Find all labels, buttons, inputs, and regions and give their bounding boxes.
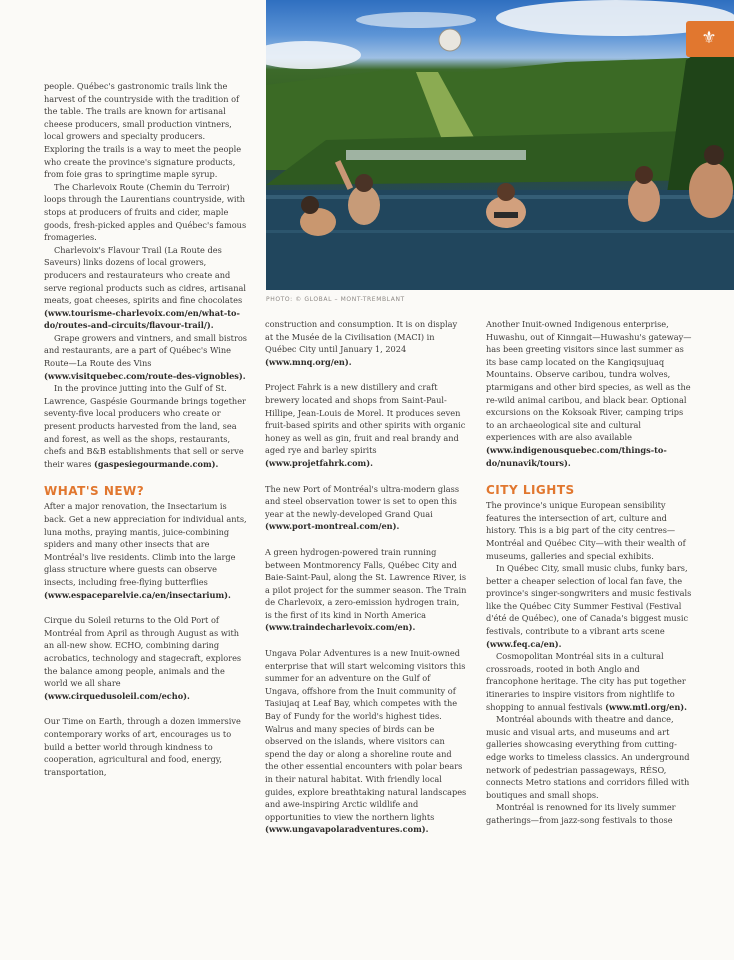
paragraph: In the province jutting into the Gulf of St. Lawrence, Gaspésie Gourmande brings together seventy-five local producers who create or present products harvested from the land, sea and forest, as well as the shops, restaurants, chefs and B&B establishments that sell or serve their wares (gaspesiegourmande.com). xyxy=(44,383,246,469)
column-1 xyxy=(44,80,247,778)
paragraph: Montréal is renowned for its lively summer gatherings—from jazz-song festivals to those xyxy=(486,802,676,825)
paragraph: Ungava Polar Adventures is a new Inuit-owned enterprise that will start welcoming visitors this summer for an adventure on the Gulf of Ungava, offshore from the Inuit community of Tasiujaq at Leaf Bay, which competes with the Bay of Fundy for the world's highest tides. Walrus and many species of birds can be observed on the islands, where visitors can spend the day or along a shoreline route and the other essential encounters with polar bears in their natural habitat. With friendly local guides, explore breathtaking natural landscapes and awe-inspiring Arctic wildlife and opportunities to view the northern lights (www.ungavapolaradventures.com). xyxy=(265,648,467,835)
link-projet-fahrk[interactable]: (www.projetfahrk.com). xyxy=(265,457,373,468)
link-indigenous-quebec[interactable]: (www.indigenousquebec.com/things-to-do/nunavik/tours). xyxy=(486,444,667,468)
hero-photo xyxy=(266,0,734,290)
column-2 xyxy=(265,318,467,836)
paragraph: Another Inuit-owned Indigenous enterprise, Huwashu, out of Kinngait—Huwashu's gateway—has been greeting visitors since last summer as its base camp located on the Kangiqsujuaq Mountains. Observe caribou, tundra wolves, ptarmigans and other bird species, as well as the re-wild animal caribou, and black bear. Optional excursions on the Koksoak River, camping trips to an archaeological site and cultural experiences with are also available (www.indigenousquebec.com/things-to-do/nunavik/tours). xyxy=(486,319,692,468)
link-charlevoix-flavour-trail[interactable]: (www.tourisme-charlevoix.com/en/what-to-do/routes-and-circuits/flavour-trail/). xyxy=(44,307,240,331)
paragraph: A green hydrogen-powered train running between Montmorency Falls, Québec City and Baie-Saint-Paul, along the St. Lawrence River, is a pilot project for the summer season. The Train de Charlevoix, a zero-emission hydrogen train, is the first of its kind in North America (www.traindecharlevoix.com/en). xyxy=(265,546,467,633)
fleur-de-lis-icon: ⚜ xyxy=(701,28,717,48)
paragraph: The province's unique European sensibility features the intersection of art, culture and history. This is a big part of the city centres—Montréal and Québec City—with their wealth of museums, galleries and special exhibits. xyxy=(486,500,686,561)
paragraph: After a major renovation, the Insectarium is back. Get a new appreciation for individual ants, luna moths, praying mantis, juice-combining spiders and many other insects that are Montréal's live residents. Climb into the large glass structure where guests can observe insects, including free-flying butterflies (www.espaceparelvie.ca/en/insectarium). xyxy=(44,501,247,600)
link-train-charlevoix[interactable]: (www.traindecharlevoix.com/en). xyxy=(265,622,416,633)
paragraph: The Charlevoix Route (Chemin du Terroir) loops through the Laurentians countryside, with stops at producers of fruits and cider, maple goods, fresh-picked apples and Québec's famous fromageries. xyxy=(44,181,247,243)
paragraph: The new Port of Montréal's ultra-modern glass and steel observation tower is set to open this year at the newly-developed Grand Quai (www.port-montreal.com/en). xyxy=(265,483,460,532)
link-insectarium[interactable]: (www.espaceparelvie.ca/en/insectarium). xyxy=(44,589,231,600)
link-mnq[interactable]: (www.mnq.org/en). xyxy=(265,356,352,367)
paragraph: Montréal abounds with theatre and dance, music and visual arts, and museums and art galleries showcasing everything from cutting-edge works to timeless classics. An underground network of pedestrian passageways, RÉSO, connects Metro stations and corridors filled with boutiques and small shops. xyxy=(486,714,690,800)
paragraph: In Québec City, small music clubs, funky bars, better a cheaper selection of local fan fave, the province's singer-songwriters and music festivals like the Québec City Summer Festival (Festival d'été de Québec), one of Canada's biggest music festivals, contribute to a vibrant arts scene (www.feq.ca/en). xyxy=(486,563,692,649)
paragraph: construction and consumption. It is on display at the Musée de la Civilisation (MACI) in Québec City until January 1, 2024 (www.mnq.org/en). xyxy=(265,319,458,367)
paragraph: Cosmopolitan Montréal sits in a cultural crossroads, rooted in both Anglo and francophone heritage. The city has put together itineraries to inspire visitors from nightlife to shopping to annual festivals (www.mtl.org/en). xyxy=(486,651,687,712)
paragraph: Cirque du Soleil returns to the Old Port of Montréal from April as through August as with an all-new show. ECHO, combining daring acrobatics, technology and stagecraft, explores the balance among people, animals and the world we all share (www.cirquedusoleil.com/echo). xyxy=(44,615,242,701)
section-tab xyxy=(686,21,734,57)
link-feq[interactable]: (www.feq.ca/en). xyxy=(486,638,562,649)
link-port-montreal[interactable]: (www.port-montreal.com/en). xyxy=(265,521,400,532)
paragraph: Grape growers and vintners, and small bistros and restaurants, are a part of Québec's Wine Route—La Route des Vins (www.visitquebec.com/route-des-vignobles). xyxy=(44,332,248,381)
section-heading-city-lights: CITY LIGHTS xyxy=(486,483,575,498)
link-mtl-org[interactable]: (www.mtl.org/en). xyxy=(605,701,687,712)
photo-caption: PHOTO: © GLOBAL – MONT-TREMBLANT xyxy=(266,296,405,303)
paragraph: Our Time on Earth, through a dozen immersive contemporary works of art, encourages us to build a better world through kindness to cooperation, agricultural and food, energy, transportation, xyxy=(44,716,241,777)
column-3 xyxy=(486,318,692,827)
section-heading-whats-new: WHAT'S NEW? xyxy=(44,484,145,499)
link-wine-route[interactable]: (www.visitquebec.com/route-des-vignobles). xyxy=(44,370,246,381)
link-ungava-polar[interactable]: (www.ungavapolaradventures.com). xyxy=(265,824,429,835)
volleyball-icon xyxy=(439,29,461,51)
link-gaspesie-gourmande[interactable]: (gaspesiegourmande.com). xyxy=(94,458,219,469)
paragraph: Project Fahrk is a new distillery and craft brewery located and shops from Saint-Paul-Hillipe, Jean-Louis de Morel. It produces seven fruit-based spirits and other spirits with organic honey as well as gin, fruit and real brandy and aged rye and barley spirits (www.projetfahrk.com). xyxy=(265,382,466,468)
paragraph: people. Québec's gastronomic trails link the harvest of the countryside with the tradition of the table. The trails are known for artisanal cheese producers, small production vintners, local growers and specialty producers. Exploring the trails is a way to meet the people who create the province's signature products, from foie gras to springtime maple syrup. xyxy=(44,81,242,180)
lake-scene-illustration xyxy=(266,0,734,290)
paragraph: Charlevoix's Flavour Trail (La Route des Saveurs) links dozens of local growers, producers and restaurateurs who create and serve regional products such as cidres, artisanal meats, goat cheeses, spirits and fine chocolates (www.tourisme-charlevoix.com/en/what-to-do/routes-and-circuits/flavour-trail/). xyxy=(44,244,247,331)
link-cirque-du-soleil[interactable]: (www.cirquedusoleil.com/echo). xyxy=(44,690,190,701)
